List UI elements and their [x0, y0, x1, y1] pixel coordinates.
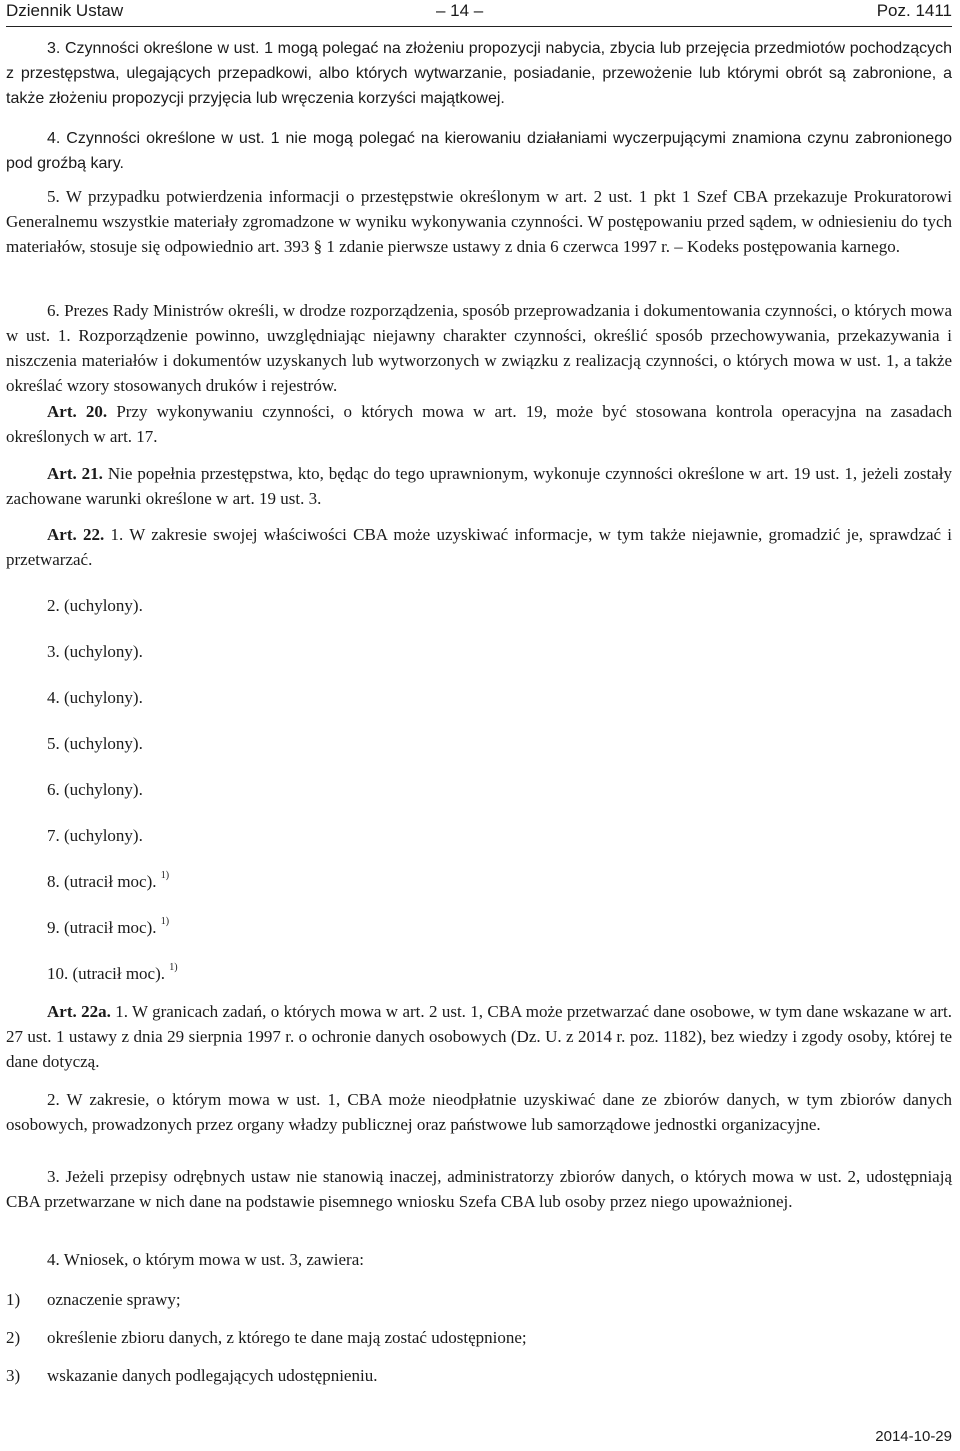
article-21-label: Art. 21. [47, 464, 103, 483]
article-22a-1 [6, 999, 952, 1074]
journal-title: Dziennik Ustaw [6, 1, 124, 20]
repealed-item: 3. (uchylony). [47, 642, 143, 661]
lost-force-text: 8. (utracił moc). [47, 872, 157, 891]
list-item-text: określenie zbioru danych, z którego te dane mają zostać udostępnione; [47, 1328, 527, 1347]
list-item [6, 1287, 181, 1312]
article-22-text: 1. W zakresie swojej właściwości CBA może uzyskiwać informacje, w tym także niejawnie, gromadzić je, sprawdzać i przetwarzać. [6, 525, 953, 569]
list-item-text: oznaczenie sprawy; [47, 1290, 181, 1309]
repealed-item: 5. (uchylony). [47, 734, 143, 753]
list-item-number: 1) [6, 1290, 21, 1309]
article-22 [6, 522, 952, 572]
repealed-item: 2. (uchylony). [47, 596, 143, 615]
lost-force-item [47, 869, 169, 894]
article-20-text: Przy wykonywaniu czynności, o których mowa w art. 19, może być stosowana kontrola operacyjna na zasadach określonych w art. 17. [6, 402, 952, 446]
list-item-number: 2) [6, 1328, 21, 1347]
page-header [6, 0, 952, 27]
lost-force-item [47, 961, 178, 986]
lost-force-text: 9. (utracił moc). [47, 918, 157, 937]
repealed-item: 4. (uchylony). [47, 688, 143, 707]
article-21 [6, 461, 952, 511]
footnote-mark[interactable]: 1) [160, 916, 170, 928]
article-22a-1-text: 1. W granicach zadań, o których mowa w art. 2 ust. 1, CBA może przetwarzać dane osobowe, w tym dane wskazane w art. 27 ust. 1 ustawy z dnia 29 sierpnia 1997 r. o ochronie danych osobowych (Dz. U. z 2014 r. poz. 1182), bez wiedzy i zgody osoby, której te dane dotyczą. [6, 1002, 953, 1071]
list-item [6, 1363, 377, 1388]
repealed-item: 7. (uchylony). [47, 826, 143, 845]
position-number: Poz. 1411 [876, 1, 952, 20]
footnote-mark[interactable]: 1) [160, 870, 170, 882]
footer-date: 2014-10-29 [875, 1428, 952, 1445]
article-20-label: Art. 20. [47, 402, 108, 421]
paragraph-3: 3. Czynności określone w ust. 1 mogą polegać na złożeniu propozycji nabycia, zbycia lub przejęcia przedmiotów pochodzących z przestępstwa, ulegających przepadkowi, albo których wytwarzanie, posiadanie, przewożenie lub którymi obrót są zabronione, a także złożeniu propozycji przyjęcia lub wręczenia korzyści majątkowej. [6, 40, 952, 107]
paragraph-4: 4. Czynności określone w ust. 1 nie mogą polegać na kierowaniu działaniami wyczerpującymi znamiona czynu zabronionego pod groźbą kary. [6, 130, 952, 172]
article-20 [6, 399, 952, 449]
lost-force-item [47, 915, 169, 940]
article-22a-label: Art. 22a. [47, 1002, 111, 1021]
article-22a-2: 2. W zakresie, o którym mowa w ust. 1, CBA może nieodpłatnie uzyskiwać dane ze zbiorów danych, w tym zbiorów danych osobowych, prowadzonych przez organy władzy publicznej oraz państwowe lub samorządowe jednostki organizacyjne. [6, 1090, 952, 1134]
article-22a-4: 4. Wniosek, o którym mowa w ust. 3, zawiera: [47, 1250, 364, 1269]
lost-force-text: 10. (utracił moc). [47, 964, 166, 983]
page-number: – 14 – [436, 1, 484, 20]
list-item-text: wskazanie danych podlegających udostępnieniu. [47, 1366, 378, 1385]
article-21-text: Nie popełnia przestępstwa, kto, będąc do tego uprawnionym, wykonuje czynności określone w art. 19 ust. 1, jeżeli zostały zachowane warunki określone w art. 19 ust. 3. [6, 464, 952, 508]
list-item-number: 3) [6, 1366, 21, 1385]
article-22a-3: 3. Jeżeli przepisy odrębnych ustaw nie stanowią inaczej, administratorzy zbiorów danych, o których mowa w ust. 2, udostępniają CBA przetwarzane w nich dane na podstawie pisemnego wniosku Szefa CBA lub osoby przez niego upoważnionej. [6, 1167, 952, 1211]
list-item [6, 1325, 527, 1350]
paragraph-6: 6. Prezes Rady Ministrów określi, w drodze rozporządzenia, sposób przeprowadzania i dokumentowania czynności, o których mowa w ust. 1. Rozporządzenie powinno, uwzględniając niejawny charakter czynności, określić sposób przechowywania, przekazywania i niszczenia materiałów i dokumentów uzyskanych lub wytworzonych w związku z realizacją czynności, o których mowa w ust. 1, a także określać wzory stosowanych druków i rejestrów. [6, 301, 952, 395]
footnote-mark[interactable]: 1) [169, 962, 178, 974]
article-22-label: Art. 22. [47, 525, 105, 544]
paragraph-5: 5. W przypadku potwierdzenia informacji o przestępstwie określonym w art. 2 ust. 1 pkt 1 Szef CBA przekazuje Prokuratorowi Generalnemu wszystkie materiały zgromadzone w wyniku wykonywania czynności. W postępowaniu przed sądem, w odniesieniu do tych materiałów, stosuje się odpowiednio art. 393 § 1 zdanie pierwsze ustawy z dnia 6 czerwca 1997 r. – Kodeks postępowania karnego. [6, 187, 952, 256]
repealed-item: 6. (uchylony). [47, 780, 143, 799]
